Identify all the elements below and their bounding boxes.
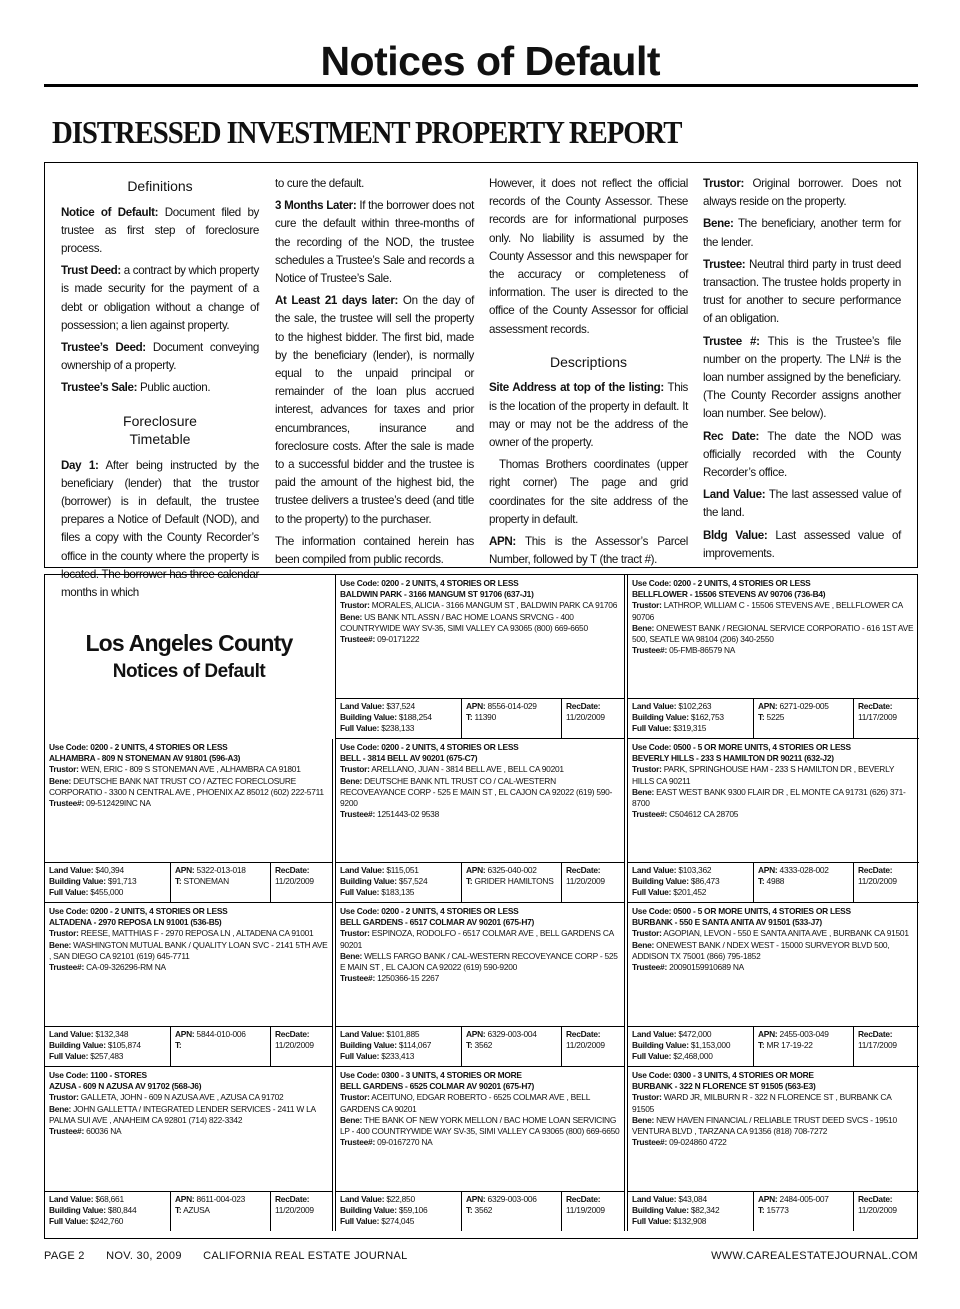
def-trustees-sale: Trustee’s Sale: Public auction. bbox=[61, 381, 211, 395]
listing-trustee-number: Trustee#: 09-512429INC NA bbox=[49, 798, 151, 809]
listing-recdate-label: RecDate: bbox=[858, 701, 893, 711]
listing-recdate-block bbox=[854, 1192, 919, 1231]
listing-card bbox=[335, 1067, 625, 1231]
listing-details bbox=[45, 1067, 332, 1137]
listing-recdate-block bbox=[562, 863, 624, 902]
title-rule bbox=[44, 84, 918, 87]
listing-apn: APN: 2484-005-007 bbox=[758, 1194, 829, 1204]
listing-trustor: Trustor: REESE, MATTHIAS F - 2970 REPOSA LN , ALTADENA CA 91001 bbox=[49, 928, 314, 939]
listing-card bbox=[335, 903, 625, 1067]
listing-land-value: Land Value: $103,362 bbox=[632, 865, 712, 875]
listing-trustee-number: Trustee#: C504612 CA 28705 bbox=[632, 809, 739, 820]
listing-recdate: 11/17/2009 bbox=[858, 712, 897, 723]
listing-card bbox=[45, 903, 333, 1067]
def-apn: APN: This is the Assessor’s Parcel Number, followed by T (the tract #). bbox=[489, 534, 688, 567]
listing-building-value: Building Value: $105,874 bbox=[49, 1040, 141, 1051]
listing-building-value: Building Value: $59,106 bbox=[340, 1205, 428, 1216]
listing-land-value: Land Value: $132,348 bbox=[49, 1029, 129, 1039]
listing-building-value: Building Value: $86,473 bbox=[632, 876, 720, 887]
listing-address: BELL GARDENS - 6517 COLMAR AV 90201 (675-H7) bbox=[340, 917, 535, 928]
listing-card bbox=[627, 903, 919, 1067]
listing-tract: T: 3562 bbox=[466, 1205, 493, 1216]
listing-values-block bbox=[336, 1192, 462, 1231]
listing-use-code: Use Code: 0200 - 2 UNITS, 4 STORIES OR LESS bbox=[340, 578, 519, 588]
page-footer bbox=[44, 1249, 918, 1263]
listing-address: ALTADENA - 2970 REPOSA LN 91001 (536-B5) bbox=[49, 917, 222, 928]
listing-use-code: Use Code: 0300 - 3 UNITS, 4 STORIES OR MORE bbox=[632, 1070, 814, 1080]
listing-apn: APN: 8611-004-023 bbox=[175, 1194, 246, 1204]
listing-apn-block bbox=[754, 1027, 854, 1066]
listing-details bbox=[336, 739, 624, 820]
listing-building-value: Building Value: $188,254 bbox=[340, 712, 432, 723]
def-land-value: Land Value: The last assessed value of the land. bbox=[703, 488, 901, 520]
listing-apn: APN: 6329-003-006 bbox=[466, 1194, 537, 1204]
def-however: However, it does not reflect the official records of the County Assessor. These records are for informational purposes only. No liability is assumed by the County Assessor and this newspaper for the accuracy or completeness of information. The user is directed to the office of the County Assessor for official assessment records. bbox=[489, 177, 688, 336]
listing-full-value: Full Value: $455,000 bbox=[49, 887, 124, 898]
listing-land-value: Land Value: $37,524 bbox=[340, 701, 415, 711]
def-3-months: 3 Months Later: If the borrower does not cure the default within three-months of the recording of the NOD, the trustee schedules a Trustee’s Sale and records a Notice of Trustee’s Sale. bbox=[275, 199, 474, 286]
listing-card bbox=[45, 739, 333, 903]
listing-trustor: Trustor: PARK, SPRINGHOUSE HAM - 233 S HAMILTON DR , BEVERLY HILLS CA 90211 bbox=[632, 764, 895, 786]
listing-apn: APN: 6329-003-004 bbox=[466, 1029, 537, 1039]
listing-card bbox=[335, 575, 625, 739]
listing-address: BURBANK - 322 N FLORENCE ST 91505 (563-E3) bbox=[632, 1081, 816, 1092]
listing-recdate-block bbox=[562, 1027, 624, 1066]
county-subtitle: Notices of Default bbox=[112, 661, 266, 682]
listing-apn-block bbox=[171, 863, 271, 902]
page-title: Notices of Default bbox=[320, 38, 660, 84]
listing-use-code: Use Code: 1100 - STORES bbox=[49, 1070, 147, 1080]
def-info: The information contained herein has been compiled from public records. bbox=[275, 534, 474, 567]
listing-trustee-number: Trustee#: CA-09-326296-RM NA bbox=[49, 962, 166, 973]
definitions-column-2 bbox=[275, 175, 474, 573]
listing-recdate: 11/20/2009 bbox=[566, 712, 605, 723]
listing-apn: APN: 8556-014-029 bbox=[466, 701, 537, 711]
listing-full-value: Full Value: $132,908 bbox=[632, 1216, 707, 1227]
listing-full-value: Full Value: $201,452 bbox=[632, 887, 707, 898]
def-21-days: At Least 21 days later: On the day of the sale, the trustee will sell the property to the highest bidder. The first bid, made by the beneficiary (lender), is normally equal to the unpaid principal or remainder of the loan plus accrued interest, advances for taxes and prior encumbrances, insurance and foreclosure costs. After the sale is made to a successful bidder and the trustee is paid the amount of the highest bid, the trustee delivers a trustee’s deed (and title to the property) to the purchaser. bbox=[275, 294, 474, 526]
listing-trustee-number: Trustee#: 1251443-02 9538 bbox=[340, 809, 439, 820]
listing-apn-block bbox=[171, 1192, 271, 1231]
listing-trustee-number: Trustee#: 09-024860 4722 bbox=[632, 1137, 727, 1148]
listing-details bbox=[336, 1067, 624, 1148]
listing-tract: T: 3562 bbox=[466, 1040, 493, 1051]
listing-values-block bbox=[336, 699, 462, 738]
listing-trustor: Trustor: WARD JR, MILBURN R - 322 N FLORENCE ST , BURBANK CA 91505 bbox=[632, 1092, 892, 1114]
listing-recdate-block bbox=[271, 1192, 332, 1231]
listing-values bbox=[628, 1191, 919, 1231]
listing-building-value: Building Value: $162,753 bbox=[632, 712, 724, 723]
listing-tract: T: 5225 bbox=[758, 712, 785, 723]
listing-details bbox=[628, 739, 919, 820]
listing-apn-block bbox=[462, 1192, 562, 1231]
listing-land-value: Land Value: $472,000 bbox=[632, 1029, 712, 1039]
listing-land-value: Land Value: $43,084 bbox=[632, 1194, 707, 1204]
timetable-heading: Foreclosure Timetable bbox=[123, 412, 197, 448]
listing-card bbox=[627, 739, 919, 903]
listing-apn-block bbox=[462, 699, 562, 738]
listing-bene: Bene: JOHN GALLETTA / INTEGRATED LENDER SERVICES - 2411 W LA PALMA SUI AVE , ANAHEIM CA 92801 (714) 822-3342 bbox=[49, 1103, 316, 1125]
listing-trustor: Trustor: ARELLANO, JUAN - 3814 BELL AVE , BELL CA 90201 bbox=[340, 764, 564, 775]
def-bene: Bene: The beneficiary, another term for the lender. bbox=[703, 217, 901, 249]
listing-address: BURBANK - 550 E SANTA ANITA AV 91501 (533-J7) bbox=[632, 917, 822, 928]
listing-use-code: Use Code: 0200 - 2 UNITS, 4 STORIES OR LESS bbox=[340, 906, 519, 916]
listing-recdate-label: RecDate: bbox=[858, 865, 893, 875]
descriptions-heading: Descriptions bbox=[549, 353, 628, 370]
listing-recdate: 11/17/2009 bbox=[858, 1040, 897, 1051]
listing-use-code: Use Code: 0300 - 3 UNITS, 4 STORIES OR MORE bbox=[340, 1070, 522, 1080]
listing-address: BELLFLOWER - 15506 STEVENS AV 90706 (736-B4) bbox=[632, 589, 826, 600]
listing-land-value: Land Value: $102,263 bbox=[632, 701, 712, 711]
county-title: Los Angeles County bbox=[85, 630, 293, 656]
listing-recdate: 11/20/2009 bbox=[275, 1205, 314, 1216]
listing-bene: Bene: WASHINGTON MUTUAL BANK / QUALITY LOAN SVC - 2141 5TH AVE , SAN DIEGO CA 92101 (619) 645-7711 bbox=[49, 939, 328, 961]
listing-values bbox=[628, 1026, 919, 1066]
listing-apn: APN: 5844-010-006 bbox=[175, 1029, 246, 1039]
listing-full-value: Full Value: $242,760 bbox=[49, 1216, 124, 1227]
listing-recdate-label: RecDate: bbox=[275, 865, 310, 875]
listing-trustor: Trustor: WEN, ERIC - 809 S STONEMAN AVE , ALHAMBRA CA 91801 bbox=[49, 764, 301, 775]
listing-use-code: Use Code: 0500 - 5 OR MORE UNITS, 4 STORIES OR LESS bbox=[632, 906, 851, 916]
listing-tract: T: GRIDER HAMILTONS bbox=[466, 876, 554, 887]
listing-values-block bbox=[336, 1027, 462, 1066]
listing-apn: APN: 2455-003-049 bbox=[758, 1029, 829, 1039]
listing-land-value: Land Value: $22,850 bbox=[340, 1194, 415, 1204]
listing-recdate-label: RecDate: bbox=[566, 865, 601, 875]
listing-recdate-block bbox=[271, 1027, 332, 1066]
definitions-column-1 bbox=[61, 175, 259, 606]
listing-address: BEVERLY HILLS - 233 S HAMILTON DR 90211 (632-J2) bbox=[632, 753, 834, 764]
listings-grid bbox=[44, 574, 918, 1239]
listing-bene: Bene: THE BANK OF NEW YORK MELLON / BAC HOME LOAN SERVICING LP - 400 COUNTRYWIDE WAY SV-35, SIMI VALLEY CA 93065 (800) 669-6650 bbox=[340, 1114, 620, 1137]
def-trustor: Trustor: Original borrower. Does not always reside on the property. bbox=[703, 177, 901, 209]
listing-trustor: Trustor: AGOPIAN, LEVON - 550 E SANTA ANITA AVE , BURBANK CA 91501 bbox=[632, 928, 909, 939]
listing-values-block bbox=[336, 863, 462, 902]
listing-values bbox=[336, 698, 624, 738]
listing-recdate: 11/20/2009 bbox=[275, 1040, 314, 1051]
listing-recdate-label: RecDate: bbox=[566, 1029, 601, 1039]
def-cure-default: to cure the default. bbox=[275, 177, 365, 190]
listing-address: BELL - 3814 BELL AV 90201 (675-C7) bbox=[340, 753, 478, 764]
def-trustees-deed: Trustee’s Deed: Document conveying ownership of a property. bbox=[61, 340, 259, 373]
def-notice-of-default: Notice of Default: Document filed by trustee as first step of foreclosure process. bbox=[61, 205, 260, 255]
listing-full-value: Full Value: $257,483 bbox=[49, 1051, 124, 1062]
listing-recdate: 11/20/2009 bbox=[858, 876, 897, 887]
listing-bene: Bene: DEUTSCHE BANK NTL TRUST CO / CAL-WESTERN RECOVEAYANCE CORP - 525 E MAIN ST , EL CAJON CA 92022 (619) 590-9200 bbox=[340, 775, 613, 809]
listing-address: BELL GARDENS - 6525 COLMAR AV 90201 (675-H7) bbox=[340, 1081, 535, 1092]
listing-values-block bbox=[628, 863, 754, 902]
listing-recdate-block bbox=[854, 863, 919, 902]
listing-values bbox=[336, 1191, 624, 1231]
listing-building-value: Building Value: $114,067 bbox=[340, 1040, 432, 1051]
listing-land-value: Land Value: $40,394 bbox=[49, 865, 124, 875]
listing-values-block bbox=[45, 1027, 171, 1066]
listing-values-block bbox=[45, 863, 171, 902]
listing-use-code: Use Code: 0200 - 2 UNITS, 4 STORIES OR LESS bbox=[340, 742, 519, 752]
listing-tract: T: STONEMAN bbox=[175, 876, 229, 887]
listing-trustor: Trustor: MORALES, ALICIA - 3166 MANGUM ST , BALDWIN PARK CA 91706 bbox=[340, 600, 618, 611]
listing-values bbox=[336, 1026, 624, 1066]
listing-building-value: Building Value: $91,713 bbox=[49, 876, 137, 887]
listing-full-value: Full Value: $274,045 bbox=[340, 1216, 415, 1227]
listing-full-value: Full Value: $233,413 bbox=[340, 1051, 415, 1062]
listing-trustor: Trustor: ESPINOZA, RODOLFO - 6517 COLMAR AVE , BELL GARDENS CA 90201 bbox=[340, 928, 614, 950]
listing-trustor: Trustor: LATHROP, WILLIAM C - 15506 STEVENS AVE , BELLFLOWER CA 90706 bbox=[632, 600, 903, 622]
listing-trustee-number: Trustee#: 05-FMB-86579 NA bbox=[632, 645, 736, 656]
listing-tract: T: 11390 bbox=[466, 712, 496, 723]
listing-details bbox=[628, 575, 919, 656]
def-trustee-number: Trustee #: This is the Trustee’s file number on the property. The LN# is the loan number assigned by the beneficiary. (The County Recorder assigns another loan number. See below). bbox=[703, 334, 901, 421]
def-bldg-value: Bldg Value: Last assessed value of improvements. bbox=[703, 528, 901, 560]
listing-apn-block bbox=[462, 1027, 562, 1066]
def-thomas-brothers: Thomas Brothers coordinates (upper right corner) The page and grid coordinates for the site address of the property in default. bbox=[489, 458, 688, 526]
listing-values bbox=[45, 1191, 332, 1231]
def-site-address: Site Address at top of the listing: This is the location of the property in default. It may or may not be the address of the owner of the property. bbox=[489, 381, 689, 449]
footer-website: WWW.CAREALESTATEJOURNAL.COM bbox=[711, 1250, 918, 1262]
listing-details bbox=[336, 575, 624, 645]
listing-use-code: Use Code: 0200 - 2 UNITS, 4 STORIES OR LESS bbox=[49, 906, 228, 916]
listing-card bbox=[335, 739, 625, 903]
listing-values-block bbox=[45, 1192, 171, 1231]
listing-apn: APN: 4333-028-002 bbox=[758, 865, 829, 875]
listing-recdate: 11/20/2009 bbox=[566, 876, 605, 887]
listing-building-value: Building Value: $82,342 bbox=[632, 1205, 720, 1216]
listing-full-value: Full Value: $183,135 bbox=[340, 887, 415, 898]
listing-details bbox=[628, 903, 919, 973]
listing-trustee-number: Trustee#: 09-0171222 bbox=[340, 634, 420, 645]
listing-values bbox=[45, 862, 332, 902]
footer-page: PAGE 2 bbox=[44, 1250, 85, 1262]
listing-apn: APN: 6325-040-002 bbox=[466, 865, 537, 875]
listing-building-value: Building Value: $1,153,000 bbox=[632, 1040, 731, 1051]
listing-trustee-number: Trustee#: 60036 NA bbox=[49, 1126, 122, 1137]
listing-details bbox=[45, 903, 332, 973]
listing-apn-block bbox=[171, 1027, 271, 1066]
listing-apn-block bbox=[462, 863, 562, 902]
def-trustee: Trustee: Neutral third party in trust deed transaction. The trustee holds property in trust for another to secure performance of an obligation. bbox=[703, 257, 901, 326]
listing-details bbox=[45, 739, 332, 809]
listing-apn: APN: 5322-013-018 bbox=[175, 865, 246, 875]
listing-use-code: Use Code: 0200 - 2 UNITS, 4 STORIES OR LESS bbox=[49, 742, 228, 752]
definitions-heading: Definitions bbox=[127, 178, 193, 194]
listing-values-block bbox=[628, 1192, 754, 1231]
listing-building-value: Building Value: $80,844 bbox=[49, 1205, 137, 1216]
listing-card bbox=[627, 1067, 919, 1231]
listing-recdate-block bbox=[854, 1027, 919, 1066]
listing-recdate-label: RecDate: bbox=[566, 1194, 601, 1204]
definitions-column-4 bbox=[703, 175, 901, 567]
listing-full-value: Full Value: $2,468,000 bbox=[632, 1051, 713, 1062]
definitions-column-3 bbox=[489, 175, 688, 573]
report-title: DISTRESSED INVESTMENT PROPERTY REPORT bbox=[52, 114, 682, 150]
listing-tract: T: 4988 bbox=[758, 876, 785, 887]
listing-apn: APN: 6271-029-005 bbox=[758, 701, 829, 711]
listing-recdate-block bbox=[562, 1192, 624, 1231]
listing-address: AZUSA - 609 N AZUSA AV 91702 (568-J6) bbox=[49, 1081, 202, 1092]
listing-trustor: Trustor: GALLETA, JOHN - 609 N AZUSA AVE , AZUSA CA 91702 bbox=[49, 1092, 284, 1103]
listing-bene: Bene: ONEWEST BANK / REGIONAL SERVICE CORPORATIO - 616 1ST AVE 500, SEATLE WA 98104 (206) 340-2550 bbox=[632, 622, 914, 645]
listing-recdate-label: RecDate: bbox=[566, 701, 601, 711]
listing-recdate: 11/19/2009 bbox=[566, 1205, 605, 1216]
listing-card bbox=[45, 1067, 333, 1231]
listing-apn-block bbox=[754, 1192, 854, 1231]
listing-land-value: Land Value: $101,885 bbox=[340, 1029, 420, 1039]
listing-bene: Bene: WELLS FARGO BANK / CAL-WESTERN RECOVEYANCE CORP - 525 E MAIN ST , EL CAJON CA 92022 (619) 590-9200 bbox=[340, 950, 618, 973]
listing-use-code: Use Code: 0200 - 2 UNITS, 4 STORIES OR LESS bbox=[632, 578, 811, 588]
listing-recdate: 11/20/2009 bbox=[858, 1205, 897, 1216]
footer-date: NOV. 30, 2009 bbox=[106, 1250, 182, 1262]
county-header bbox=[45, 575, 333, 739]
listing-bene: Bene: DEUTSCHE BANK NAT TRUST CO / AZTEC FORECLOSURE CORPORATIO - 3300 N CENTRAL AVE , PHOENIX AZ 85012 (602) 222-5711 bbox=[49, 775, 324, 797]
listing-values-block bbox=[628, 1027, 754, 1066]
listing-full-value: Full Value: $238,133 bbox=[340, 723, 415, 734]
footer-publication: CALIFORNIA REAL ESTATE JOURNAL bbox=[203, 1250, 408, 1262]
listing-tract: T: AZUSA bbox=[175, 1205, 210, 1216]
def-day-1: Day 1: After being instructed by the beneficiary (lender) that the trustor (borrower) is in default, the trustee prepares a Notice of Default (NOD), and files a copy with the County Recorder’s office in the county where the property is located. The borrower has three calendar months in which bbox=[61, 458, 259, 599]
listing-recdate-label: RecDate: bbox=[275, 1194, 310, 1204]
listing-tract: T: 15773 bbox=[758, 1205, 789, 1216]
listing-recdate-label: RecDate: bbox=[858, 1194, 893, 1204]
listing-address: BALDWIN PARK - 3166 MANGUM ST 91706 (637-J1) bbox=[340, 589, 534, 600]
listing-bene: Bene: US BANK NTL ASSN / BAC HOME LOANS SRVCNG - 400 COUNTRYWIDE WAY SV-35, SIMI VALLEY CA 93065 (800) 669-6650 bbox=[340, 611, 588, 633]
listing-full-value: Full Value: $319,315 bbox=[632, 723, 707, 734]
def-trust-deed: Trust Deed: a contract by which property is made security for the payment of a debt or obligation without a change of possession; a lien against property. bbox=[61, 264, 259, 332]
listing-recdate: 11/20/2009 bbox=[275, 876, 314, 887]
listing-details bbox=[628, 1067, 919, 1148]
listing-land-value: Land Value: $115,051 bbox=[340, 865, 419, 875]
listing-recdate-block bbox=[562, 699, 624, 738]
listing-values bbox=[628, 862, 919, 902]
listing-land-value: Land Value: $68,661 bbox=[49, 1194, 124, 1204]
listing-apn-block bbox=[754, 699, 854, 738]
listing-values bbox=[336, 862, 624, 902]
listing-bene: Bene: EAST WEST BANK 9300 FLAIR DR , EL MONTE CA 91731 (626) 371-8700 bbox=[632, 786, 906, 809]
def-rec-date: Rec Date: The date the NOD was officially recorded with the County Recorder’s office. bbox=[703, 429, 901, 480]
listing-trustee-number: Trustee#: 09-0167270 NA bbox=[340, 1137, 433, 1148]
listing-details bbox=[336, 903, 624, 984]
listing-tract: T: MR 17-19-22 bbox=[758, 1040, 813, 1051]
listing-values-block bbox=[628, 699, 754, 738]
listing-recdate-block bbox=[271, 863, 332, 902]
listing-trustor: Trustor: ACEITUNO, EDGAR ROBERTO - 6525 COLMAR AVE , BELL GARDENS CA 90201 bbox=[340, 1092, 590, 1114]
listing-recdate-block bbox=[854, 699, 919, 738]
listing-tract: T: bbox=[175, 1040, 182, 1051]
listing-bene: Bene: ONEWEST BANK / NDEX WEST - 15000 SURVEYOR BLVD 500, ADDISON TX 75001 (866) 795-1852 bbox=[632, 939, 890, 961]
listing-building-value: Building Value: $57,524 bbox=[340, 876, 428, 887]
listing-recdate: 11/20/2009 bbox=[566, 1040, 605, 1051]
listing-trustee-number: Trustee#: 20090159910689 NA bbox=[632, 962, 744, 973]
listing-values bbox=[628, 698, 919, 738]
listing-recdate-label: RecDate: bbox=[858, 1029, 893, 1039]
listing-trustee-number: Trustee#: 1250366-15 2267 bbox=[340, 973, 439, 984]
listing-card bbox=[627, 575, 919, 739]
listing-apn-block bbox=[754, 863, 854, 902]
listing-use-code: Use Code: 0500 - 5 OR MORE UNITS, 4 STORIES OR LESS bbox=[632, 742, 851, 752]
listing-bene: Bene: NEW HAVEN FINANCIAL / RELIABLE TRUST DEED SVCS - 19510 VENTURA BLVD , TARZANA CA 91356 (818) 708-7272 bbox=[632, 1114, 897, 1137]
listing-address: ALHAMBRA - 809 N STONEMAN AV 91801 (596-A3) bbox=[49, 753, 241, 764]
listing-recdate-label: RecDate: bbox=[275, 1029, 310, 1039]
listing-values bbox=[45, 1026, 332, 1066]
